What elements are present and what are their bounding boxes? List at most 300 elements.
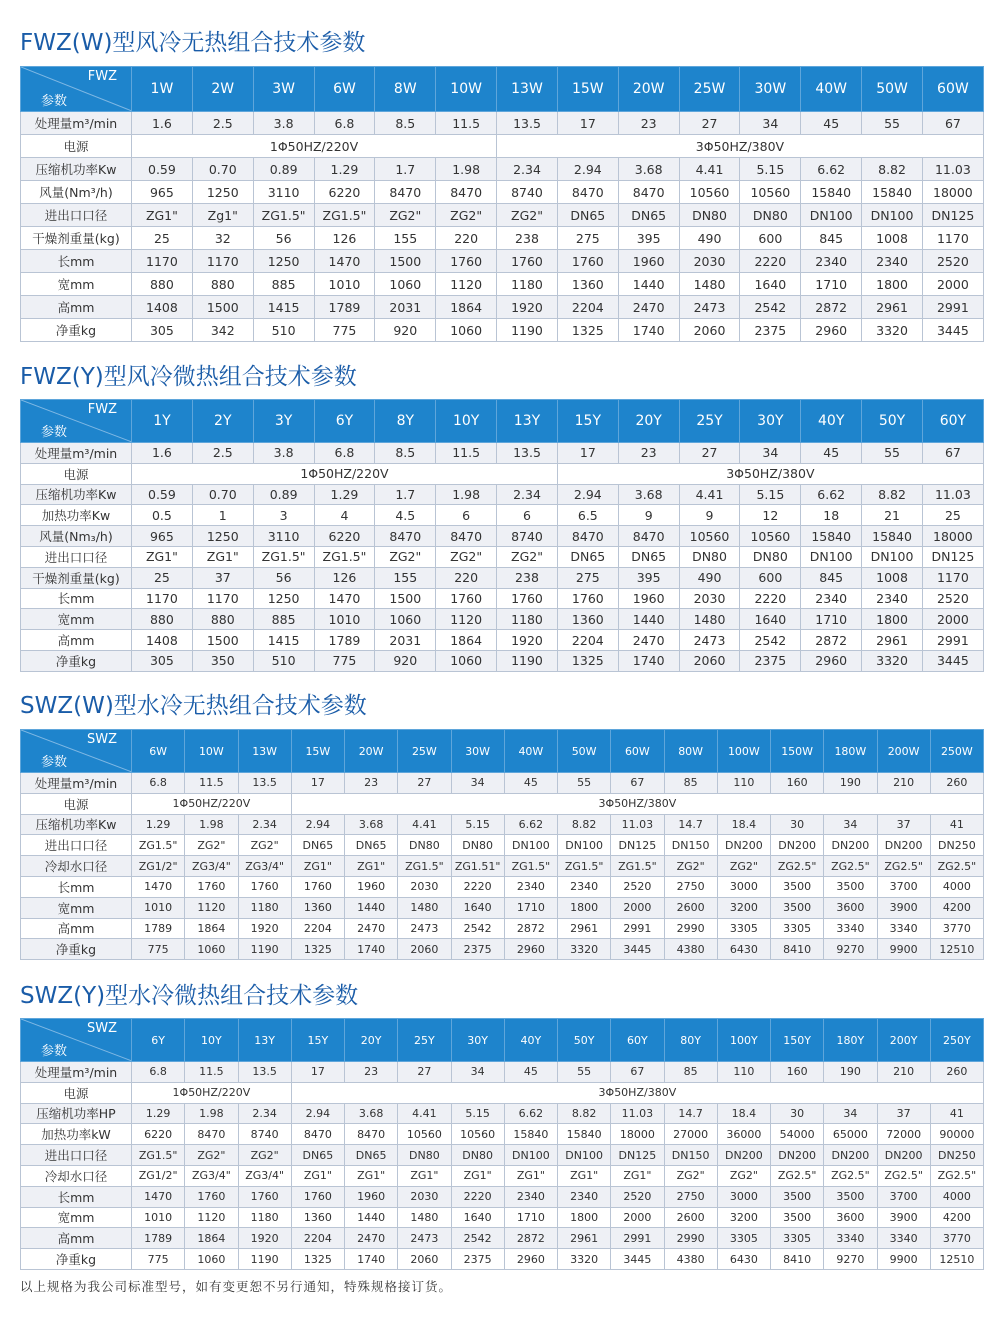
table-cell: DN65: [291, 835, 344, 856]
table-cell: 1740: [345, 1249, 398, 1270]
row-label: 处理量m³/min: [21, 112, 132, 135]
table-cell: 2220: [740, 588, 801, 609]
table-cell: 67: [922, 112, 983, 135]
table-cell: 8.82: [558, 814, 611, 835]
table-row: [21, 505, 984, 526]
table-row: [21, 773, 984, 794]
table-cell: 1190: [238, 939, 291, 960]
table-cell: 6: [436, 505, 497, 526]
section-title: FWZ(Y)型风冷微热组合技术参数: [20, 364, 357, 390]
table-cell: ZG2": [664, 856, 717, 877]
table-cell: 1.98: [436, 158, 497, 181]
table-cell: 3500: [771, 897, 824, 918]
table-cell: 1060: [185, 1249, 238, 1270]
model-header: 6Y: [314, 400, 375, 443]
power-three-phase: 3Φ50HZ/380V: [557, 463, 983, 484]
table-cell: 4380: [664, 1249, 717, 1270]
table-cell: ZG2.5": [877, 1165, 930, 1186]
table-row: [21, 112, 984, 135]
table-cell: DN200: [717, 835, 770, 856]
table-cell: 15840: [801, 526, 862, 547]
table-cell: ZG3/4": [238, 1165, 291, 1186]
table-cell: 880: [192, 609, 253, 630]
table-cell: ZG1.5": [611, 856, 664, 877]
table-cell: 6.62: [801, 484, 862, 505]
model-header: 100W: [717, 730, 770, 773]
table-cell: 3.8: [253, 112, 314, 135]
model-header: 6W: [132, 730, 185, 773]
table-cell: 2473: [398, 918, 451, 939]
table-cell: 8470: [618, 181, 679, 204]
model-header: 13Y: [497, 400, 558, 443]
table-cell: 2961: [862, 296, 923, 319]
table-cell: 1760: [185, 1186, 238, 1207]
table-cell: 5.15: [740, 158, 801, 181]
table-cell: 2375: [740, 650, 801, 671]
table-cell: 1: [192, 505, 253, 526]
table-cell: 2340: [504, 876, 557, 897]
table-cell: 45: [801, 112, 862, 135]
table-cell: 1640: [740, 273, 801, 296]
model-header: 50Y: [862, 400, 923, 443]
table-cell: DN80: [679, 204, 740, 227]
table-cell: DN125: [611, 835, 664, 856]
table-row: [21, 1207, 984, 1228]
table-row: [21, 181, 984, 204]
model-header: 1W: [132, 67, 193, 112]
table-cell: ZG1.5": [558, 856, 611, 877]
table-cell: 1760: [291, 876, 344, 897]
table-cell: 1060: [436, 319, 497, 342]
table-cell: 1408: [132, 296, 193, 319]
table-cell: 3340: [877, 918, 930, 939]
table-cell: 1008: [862, 567, 923, 588]
table-cell: ZG1.5": [398, 856, 451, 877]
table-cell: 6.8: [132, 773, 185, 794]
table-cell: 32: [192, 227, 253, 250]
model-header: 60Y: [922, 400, 983, 443]
table-cell: 775: [132, 1249, 185, 1270]
table-row: [21, 319, 984, 342]
table-cell: 45: [801, 443, 862, 464]
table-cell: 55: [862, 112, 923, 135]
table-cell: 6.8: [314, 443, 375, 464]
model-header: 25Y: [679, 400, 740, 443]
table-cell: 1864: [436, 630, 497, 651]
row-label: 高mm: [21, 918, 132, 939]
table-cell: 4200: [930, 1207, 983, 1228]
corner-cell: [21, 1019, 132, 1062]
row-label: 电源: [21, 1082, 132, 1103]
corner-series-label: SWZ: [86, 1021, 117, 1036]
table-cell: 2375: [740, 319, 801, 342]
table-cell: 490: [679, 567, 740, 588]
table-cell: 1760: [291, 1186, 344, 1207]
row-label: 加热功率kW: [21, 1124, 132, 1145]
table-cell: ZG2.5": [824, 856, 877, 877]
model-header: 25W: [398, 730, 451, 773]
table-cell: 2220: [451, 1186, 504, 1207]
table-cell: 55: [558, 773, 611, 794]
table-cell: 55: [558, 1062, 611, 1083]
model-header: 30Y: [451, 1019, 504, 1062]
row-label: 宽mm: [21, 1207, 132, 1228]
row-label: 高mm: [21, 630, 132, 651]
table-cell: 10560: [398, 1124, 451, 1145]
table-cell: 3500: [771, 876, 824, 897]
table-row: [21, 856, 984, 877]
table-cell: 13.5: [497, 443, 558, 464]
section-title: SWZ(W)型水冷无热组合技术参数: [20, 693, 367, 719]
table-cell: 1440: [345, 897, 398, 918]
table-row: [21, 897, 984, 918]
table-cell: 18: [801, 505, 862, 526]
table-cell: 0.70: [192, 484, 253, 505]
table-cell: 10560: [679, 181, 740, 204]
model-header: 50W: [862, 67, 923, 112]
table-cell: 210: [877, 1062, 930, 1083]
table-cell: 11.03: [922, 484, 983, 505]
table-cell: 8470: [345, 1124, 398, 1145]
table-cell: 90000: [930, 1124, 983, 1145]
table-cell: 845: [801, 227, 862, 250]
spec-table: [20, 66, 984, 342]
table-cell: 1640: [451, 1207, 504, 1228]
table-cell: DN100: [504, 1145, 557, 1166]
table-cell: 238: [497, 227, 558, 250]
table-cell: 1415: [253, 630, 314, 651]
table-cell: 37: [877, 1103, 930, 1124]
table-cell: 2961: [862, 630, 923, 651]
table-cell: 1180: [238, 897, 291, 918]
table-cell: 34: [824, 1103, 877, 1124]
table-cell: 1.98: [436, 484, 497, 505]
model-header: 20W: [345, 730, 398, 773]
table-cell: 2990: [664, 918, 717, 939]
table-cell: 2473: [679, 630, 740, 651]
table-cell: 15840: [801, 181, 862, 204]
model-header: 50W: [558, 730, 611, 773]
row-label: 进出口口径: [21, 835, 132, 856]
table-cell: 1800: [558, 897, 611, 918]
table-cell: 18000: [611, 1124, 664, 1145]
table-cell: DN150: [664, 1145, 717, 1166]
table-cell: ZG1": [132, 204, 193, 227]
table-cell: 2031: [375, 630, 436, 651]
table-cell: 1120: [185, 897, 238, 918]
table-row: [21, 650, 984, 671]
row-label: 长mm: [21, 876, 132, 897]
table-cell: 4.41: [679, 484, 740, 505]
table-cell: 37: [877, 814, 930, 835]
table-cell: 18.4: [717, 1103, 770, 1124]
corner-cell: [21, 400, 132, 443]
table-cell: 1500: [192, 630, 253, 651]
table-cell: 5.15: [740, 484, 801, 505]
table-cell: 1800: [862, 273, 923, 296]
table-cell: 1864: [185, 1228, 238, 1249]
table-cell: 6: [497, 505, 558, 526]
table-cell: ZG1.51": [451, 856, 504, 877]
table-cell: 9270: [824, 939, 877, 960]
table-cell: 395: [618, 567, 679, 588]
table-cell: 1470: [314, 250, 375, 273]
table-cell: 2470: [618, 630, 679, 651]
table-cell: 2872: [801, 296, 862, 319]
table-cell: 1480: [679, 273, 740, 296]
row-label: 进出口口径: [21, 546, 132, 567]
table-cell: 1325: [291, 1249, 344, 1270]
table-cell: 0.59: [132, 158, 193, 181]
table-cell: 3445: [611, 1249, 664, 1270]
table-cell: DN100: [801, 546, 862, 567]
table-row: [21, 273, 984, 296]
table-cell: 1180: [497, 273, 558, 296]
row-label: 加热功率Kw: [21, 505, 132, 526]
table-cell: ZG2": [436, 204, 497, 227]
table-cell: 2.34: [238, 1103, 291, 1124]
table-cell: 12510: [930, 1249, 983, 1270]
table-cell: 4.41: [398, 814, 451, 835]
table-cell: 3.68: [345, 1103, 398, 1124]
table-cell: 2961: [558, 1228, 611, 1249]
table-cell: ZG1.5": [314, 204, 375, 227]
table-cell: ZG2": [185, 835, 238, 856]
model-header: 30W: [740, 67, 801, 112]
table-cell: 1250: [253, 250, 314, 273]
row-label: 压缩机功率Kw: [21, 484, 132, 505]
table-cell: 23: [345, 1062, 398, 1083]
table-cell: 2990: [664, 1228, 717, 1249]
table-cell: 45: [504, 1062, 557, 1083]
table-cell: 3500: [771, 1207, 824, 1228]
table-cell: ZG1.5": [132, 1145, 185, 1166]
table-cell: 2542: [740, 630, 801, 651]
table-cell: 2340: [558, 876, 611, 897]
table-cell: 2000: [922, 273, 983, 296]
table-cell: ZG2.5": [930, 856, 983, 877]
model-header: 40W: [504, 730, 557, 773]
row-label: 长mm: [21, 250, 132, 273]
table-cell: 1.98: [185, 1103, 238, 1124]
table-cell: 2000: [611, 1207, 664, 1228]
table-header-row: [21, 1019, 984, 1062]
table-cell: DN65: [557, 204, 618, 227]
table-row: [21, 1165, 984, 1186]
model-header: 3Y: [253, 400, 314, 443]
table-cell: ZG2": [717, 1165, 770, 1186]
table-cell: 2.94: [557, 158, 618, 181]
model-header: 60Y: [611, 1019, 664, 1062]
table-cell: 2060: [398, 939, 451, 960]
table-cell: DN65: [345, 835, 398, 856]
table-cell: ZG3/4": [185, 856, 238, 877]
table-cell: 490: [679, 227, 740, 250]
table-cell: 1500: [192, 296, 253, 319]
table-cell: 1760: [238, 1186, 291, 1207]
table-cell: 8470: [557, 526, 618, 547]
table-cell: 2991: [922, 630, 983, 651]
table-cell: 2340: [862, 588, 923, 609]
spec-table: [20, 399, 984, 672]
table-cell: 8.82: [558, 1103, 611, 1124]
table-cell: DN100: [862, 546, 923, 567]
table-cell: 17: [557, 112, 618, 135]
table-cell: 305: [132, 319, 193, 342]
table-cell: 67: [611, 1062, 664, 1083]
table-cell: DN125: [922, 546, 983, 567]
model-header: 25W: [679, 67, 740, 112]
table-cell: 4000: [930, 876, 983, 897]
row-label: 净重kg: [21, 319, 132, 342]
table-cell: 25: [922, 505, 983, 526]
row-label: 宽mm: [21, 897, 132, 918]
table-cell: 3305: [771, 918, 824, 939]
table-cell: ZG1.5": [504, 856, 557, 877]
table-cell: 11.03: [611, 1103, 664, 1124]
table-cell: 110: [717, 773, 770, 794]
table-cell: 56: [253, 567, 314, 588]
table-cell: 2542: [451, 1228, 504, 1249]
model-header: 250W: [930, 730, 983, 773]
model-header: 10Y: [185, 1019, 238, 1062]
table-cell: 5.15: [451, 1103, 504, 1124]
table-cell: 1010: [132, 1207, 185, 1228]
table-cell: 3.68: [618, 158, 679, 181]
table-cell: 2204: [557, 296, 618, 319]
table-cell: 2340: [862, 250, 923, 273]
table-cell: DN100: [862, 204, 923, 227]
table-cell: 1740: [618, 319, 679, 342]
table-cell: 2030: [679, 588, 740, 609]
table-cell: 3600: [824, 1207, 877, 1228]
table-cell: 0.5: [132, 505, 193, 526]
table-cell: 1120: [436, 609, 497, 630]
row-label: 处理量m³/min: [21, 773, 132, 794]
table-cell: 1190: [497, 319, 558, 342]
table-cell: 2220: [451, 876, 504, 897]
table-cell: 845: [801, 567, 862, 588]
table-cell: 8470: [375, 181, 436, 204]
table-cell: 190: [824, 1062, 877, 1083]
table-cell: 920: [375, 319, 436, 342]
table-cell: 3700: [877, 876, 930, 897]
table-cell: 2600: [664, 897, 717, 918]
table-cell: 2960: [504, 939, 557, 960]
table-cell: 1710: [504, 897, 557, 918]
table-cell: 1408: [132, 630, 193, 651]
model-header: 13W: [497, 67, 558, 112]
table-cell: 1060: [375, 273, 436, 296]
table-cell: 6220: [314, 181, 375, 204]
table-cell: 1.7: [375, 484, 436, 505]
table-cell: 55: [862, 443, 923, 464]
table-cell: 155: [375, 227, 436, 250]
table-cell: 27: [679, 443, 740, 464]
power-three-phase: 3Φ50HZ/380V: [497, 135, 984, 158]
row-label: 长mm: [21, 588, 132, 609]
table-cell: DN65: [618, 546, 679, 567]
table-cell: 1760: [497, 250, 558, 273]
table-cell: 8410: [771, 939, 824, 960]
table-cell: 1190: [238, 1249, 291, 1270]
model-header: 40W: [801, 67, 862, 112]
table-cell: DN80: [740, 204, 801, 227]
table-cell: 342: [192, 319, 253, 342]
row-label: 宽mm: [21, 609, 132, 630]
table-cell: 1170: [132, 588, 193, 609]
model-header: 40Y: [504, 1019, 557, 1062]
table-cell: 1640: [740, 609, 801, 630]
table-cell: 2340: [558, 1186, 611, 1207]
table-cell: 72000: [877, 1124, 930, 1145]
table-row: [21, 1228, 984, 1249]
table-cell: 1470: [132, 876, 185, 897]
table-row: [21, 567, 984, 588]
table-cell: 4200: [930, 897, 983, 918]
row-label: 高mm: [21, 1228, 132, 1249]
table-row: [21, 484, 984, 505]
table-cell: 1710: [801, 273, 862, 296]
table-cell: 1789: [132, 918, 185, 939]
table-cell: 67: [611, 773, 664, 794]
power-single-phase: 1Φ50HZ/220V: [132, 793, 292, 814]
table-cell: 2872: [504, 918, 557, 939]
row-label: 宽mm: [21, 273, 132, 296]
model-header: 13Y: [238, 1019, 291, 1062]
model-header: 2Y: [192, 400, 253, 443]
table-cell: 1170: [132, 250, 193, 273]
table-cell: 2960: [801, 650, 862, 671]
table-cell: 14.7: [664, 814, 717, 835]
table-cell: 0.89: [253, 158, 314, 181]
table-cell: 1120: [436, 273, 497, 296]
table-cell: 1010: [314, 273, 375, 296]
table-cell: 3: [253, 505, 314, 526]
table-row: [21, 1062, 984, 1083]
table-cell: 1120: [185, 1207, 238, 1228]
table-row: [21, 1249, 984, 1270]
table-cell: DN80: [740, 546, 801, 567]
table-cell: ZG2.5": [824, 1165, 877, 1186]
model-header: 30W: [451, 730, 504, 773]
table-cell: DN65: [618, 204, 679, 227]
table-cell: DN200: [771, 1145, 824, 1166]
table-cell: 1010: [132, 897, 185, 918]
table-cell: 1470: [132, 1186, 185, 1207]
table-cell: 1920: [497, 630, 558, 651]
model-header: 8W: [375, 67, 436, 112]
table-cell: DN200: [771, 835, 824, 856]
row-label: 净重kg: [21, 650, 132, 671]
table-cell: 8.82: [862, 484, 923, 505]
table-cell: 8470: [436, 526, 497, 547]
table-cell: 3000: [717, 1186, 770, 1207]
table-cell: 2030: [398, 876, 451, 897]
table-cell: 2470: [618, 296, 679, 319]
table-row: [21, 1186, 984, 1207]
table-cell: 2375: [451, 939, 504, 960]
table-cell: ZG1": [398, 1165, 451, 1186]
table-row: [21, 227, 984, 250]
table-cell: 3000: [717, 876, 770, 897]
table-cell: 27: [679, 112, 740, 135]
table-cell: 1170: [922, 227, 983, 250]
table-cell: 3320: [558, 1249, 611, 1270]
table-cell: 18000: [922, 526, 983, 547]
table-cell: 34: [740, 443, 801, 464]
table-cell: 920: [375, 650, 436, 671]
